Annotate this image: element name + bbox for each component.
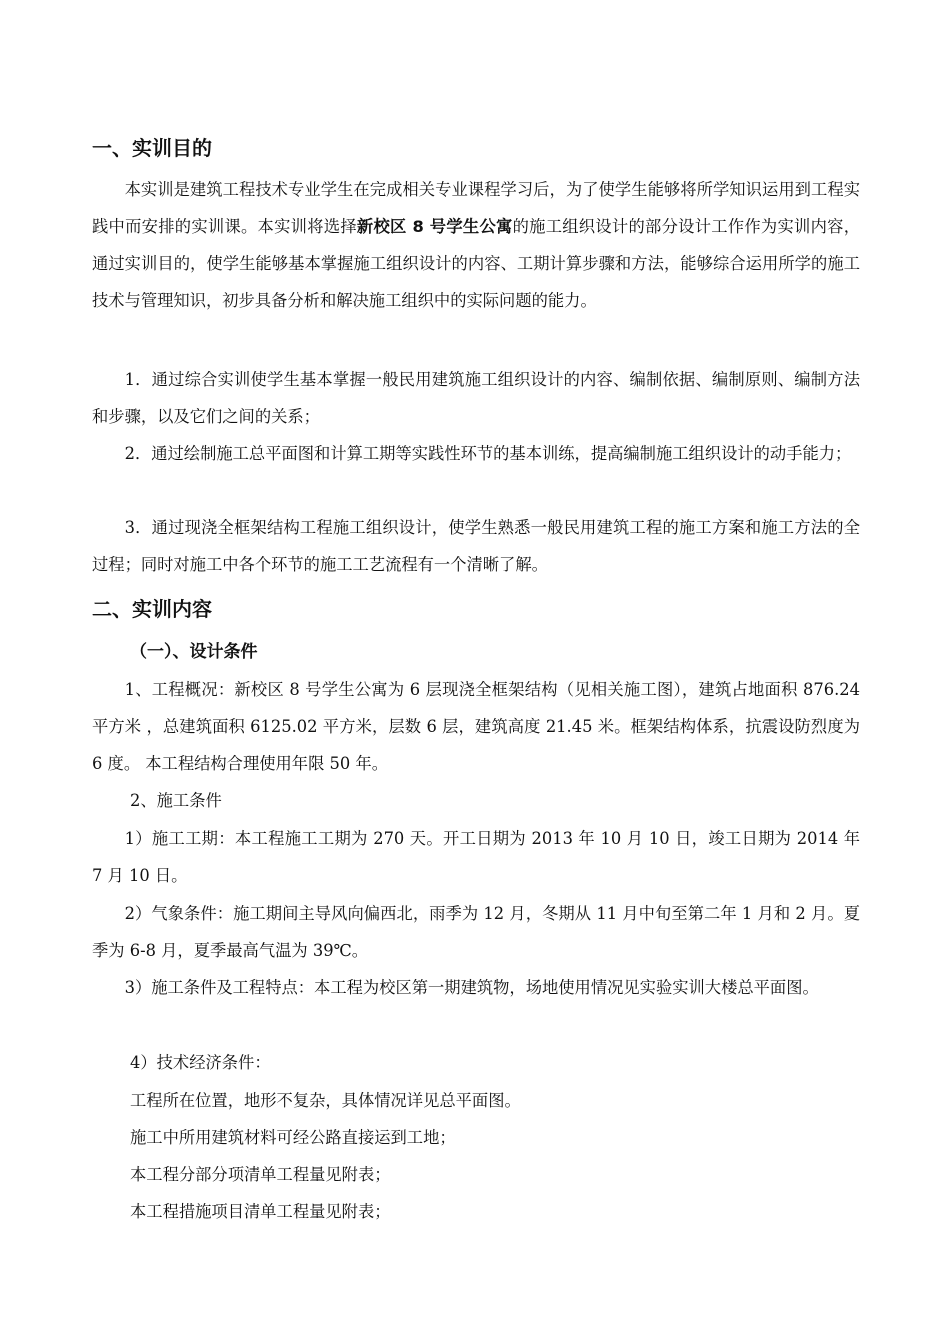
tech-item-measures: 本工程措施项目清单工程量见附表； (130, 1202, 391, 1221)
section-heading-training-content: 二、实训内容 (92, 597, 212, 621)
intro-text-after: 的施工组织设计的部分设计工作作为实训内容，通过实训目的，使学生能够基本掌握施工组织设计的内容、工期计算步骤和方法，能够综合运用所学的施工技术与管理知识，初步具备分析和解决施工组织中的实际问题的能力。 (92, 217, 860, 310)
tech-item-materials: 施工中所用建筑材料可经公路直接运到工地； (130, 1128, 456, 1147)
project-overview-paragraph: 1、工程概况：新校区 8 号学生公寓为 6 层现浇全框架结构（见相关施工图），建筑占地面积 876.24 平方米 ，总建筑面积 6125.02 平方米，层数 6 层，建筑高度 21.45 米。框架结构体系，抗震设防烈度为 6 度。 本工程结构合理使用年限 50 年。 (92, 680, 860, 773)
weather-conditions-paragraph: 2）气象条件：施工期间主导风向偏西北，雨季为 12 月，冬期从 11 月中旬至第二年 1 月和 2 月。夏季为 6-8 月，夏季最高气温为 39℃。 (92, 904, 860, 960)
tech-item-quantities: 本工程分部分项清单工程量见附表； (130, 1165, 391, 1184)
site-conditions-paragraph: 3）施工条件及工程特点：本工程为校区第一期建筑物，场地使用情况见实验实训大楼总平面图。 (124, 978, 819, 997)
construction-conditions-title: 2、施工条件 (130, 791, 222, 810)
tech-economic-title: 4）技术经济条件： (130, 1053, 271, 1072)
purpose-item-1: 1．通过综合实训使学生基本掌握一般民用建筑施工组织设计的内容、编制依据、编制原则、编制方法和步骤，以及它们之间的关系； (92, 370, 860, 426)
construction-period-paragraph: 1）施工工期：本工程施工工期为 270 天。开工日期为 2013 年 10 月 10 日，竣工日期为 2014 年 7 月 10 日。 (92, 829, 860, 885)
tech-item-location: 工程所在位置，地形不复杂，具体情况详见总平面图。 (130, 1091, 521, 1110)
purpose-item-2: 2．通过绘制施工总平面图和计算工期等实践性环节的基本训练，提高编制施工组织设计的动手能力； (124, 444, 852, 463)
intro-paragraph (92, 171, 860, 319)
section-heading-training-purpose: 一、实训目的 (92, 136, 212, 160)
purpose-item-3: 3．通过现浇全框架结构工程施工组织设计，使学生熟悉一般民用建筑工程的施工方案和施工方法的全过程；同时对施工中各个环节的施工工艺流程有一个清晰了解。 (92, 518, 860, 574)
intro-project-name: 新校区 8 号学生公寓 (356, 217, 513, 236)
intro-text-before: 本实训是建筑工程技术专业学生在完成相关专业课程学习后，为了使学生能够将所学知识运用到工程实践中而安排的实训课。本实训将选择 (92, 180, 860, 236)
sub-heading-design-conditions: （一）、设计条件 (130, 642, 258, 662)
